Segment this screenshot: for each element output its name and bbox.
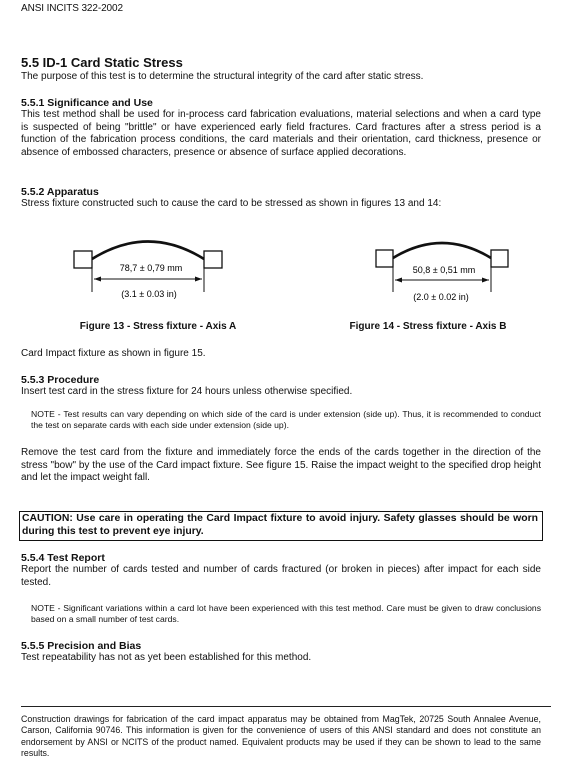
figure-13-diagram [70,228,230,308]
figure-14-diagram [372,240,516,310]
figure-13-dim-in: (3.1 ± 0.03 in) [121,289,177,299]
section-title: 5.5 ID-1 Card Static Stress [21,55,183,70]
note-test-report: NOTE - Significant variations within a card lot have been experienced with this test method. Care must be given to draw conclusions based on a small number of test cards. [31,603,541,625]
figure-14-dim-in: (2.0 ± 0.02 in) [413,292,469,302]
paragraph-impact-fixture: Card Impact fixture as shown in figure 15. [21,348,206,359]
left-support-block [74,251,92,268]
running-header: ANSI INCITS 322-2002 [21,3,123,14]
caution-box [19,511,543,541]
right-support-block [204,251,222,268]
bowed-card-shape [393,243,491,258]
heading-5-5-1: 5.5.1 Significance and Use [21,97,153,109]
paragraph-test-report: Report the number of cards tested and number of cards fractured (or broken in pieces) after impact for each side tested. [21,564,541,588]
bowed-card-shape [92,242,204,260]
section-intro: The purpose of this test is to determine the structural integrity of the card after static stress. [21,71,424,82]
right-support-block [491,250,508,267]
figure-14-dim-mm: 50,8 ± 0,51 mm [412,265,476,275]
caution-text: CAUTION: Use care in operating the Card Impact fixture to avoid injury. Safety glasses should be worn during this test to prevent eye injury. [22,513,538,537]
paragraph-apparatus: Stress fixture constructed such to cause the card to be stressed as shown in figures 13 and 14: [21,198,442,209]
footnote-divider [21,706,551,707]
paragraph-procedure-2: Remove the test card from the fixture and immediately force the ends of the cards together in the direction of the stress "bow" by the use of the Card impact fixture. See figure 15. Raise the impact weight to the specified drop height and let the impact weight fall. [21,447,541,484]
heading-5-5-2: 5.5.2 Apparatus [21,186,99,198]
heading-5-5-3: 5.5.3 Procedure [21,374,100,386]
left-support-block [376,250,393,267]
heading-5-5-4: 5.5.4 Test Report [21,552,105,564]
paragraph-precision: Test repeatability has not as yet been established for this method. [21,652,312,663]
figure-13-dim-mm: 78,7 ± 0,79 mm [119,263,183,273]
paragraph-significance: This test method shall be used for in-process card fabrication evaluations, material selections and when a card type is suspected of being "brittle" or have experienced early field fractures. Card fractures after a stress period is a function of the fabrication process conditions, the card materials and their orientation, card thickness, presence or absence of embossed characters, presence or absence of surface applied decorations. [21,109,541,158]
note-procedure: NOTE - Test results can vary depending on which side of the card is under extension (side up). Thus, it is recommended to conduct the test on separate cards with each side under extension (side up). [31,409,541,431]
paragraph-procedure: Insert test card in the stress fixture for 24 hours unless otherwise specified. [21,386,353,397]
heading-5-5-5: 5.5.5 Precision and Bias [21,640,142,652]
arrow-right-icon [195,277,202,282]
footnote: Construction drawings for fabrication of the card impact apparatus may be obtained from MagTek, 20725 South Annalee Avenue, Carson, California 90746. This information is given for the convenience of users of this ANSI standard and does not constitute an endorsement by ANSI or NCITS of the product named. Equivalent products may be used if they can be shown to lead to the same results. [21,714,541,759]
arrow-left-icon [94,277,101,282]
arrow-right-icon [482,278,489,283]
figure-13-caption: Figure 13 - Stress fixture - Axis A [79,321,237,332]
figure-14-caption: Figure 14 - Stress fixture - Axis B [349,321,507,332]
arrow-left-icon [395,278,402,283]
